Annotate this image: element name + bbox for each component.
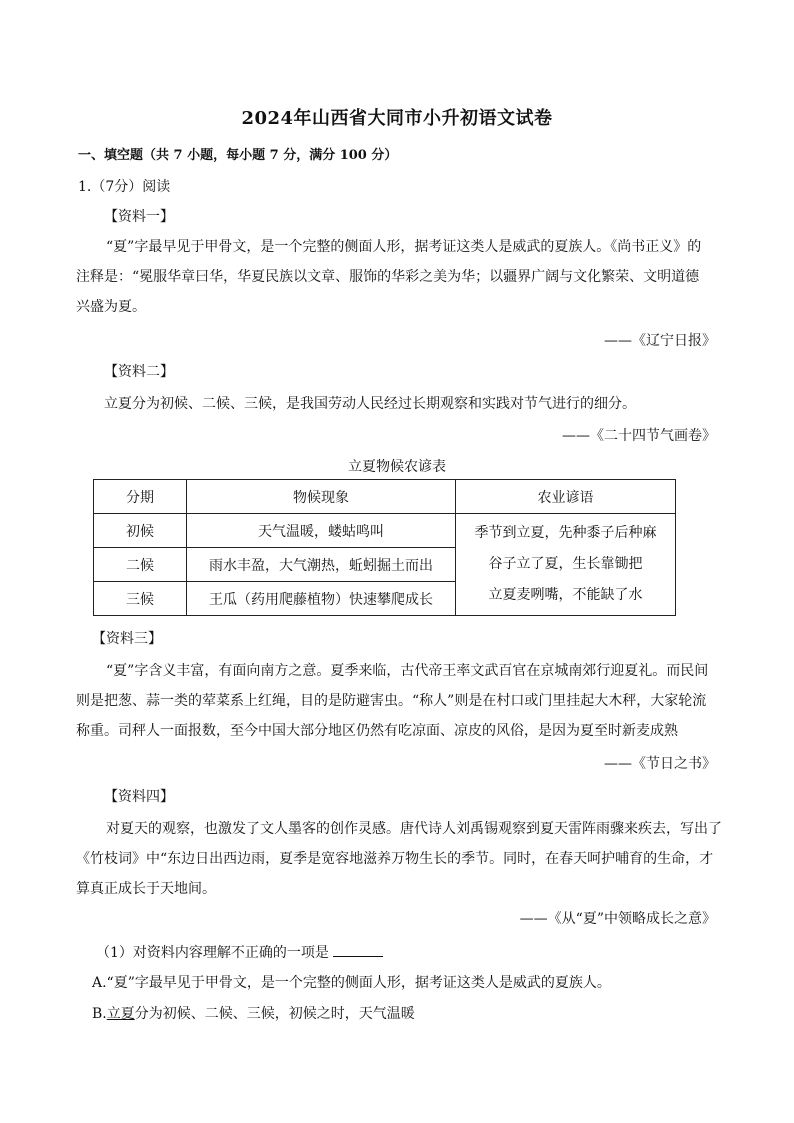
material4-line: 算真正成长于天地间。: [76, 881, 216, 897]
option-a: A.“夏”字最早见于甲骨文，是一个完整的侧面人形，据考证这类人是威武的夏族人。: [92, 975, 611, 991]
table-row: [94, 514, 676, 548]
material1-line: “夏”字最早见于甲骨文，是一个完整的侧面人形，据考证这类人是威武的夏族人。《尚书正义》的: [106, 239, 702, 255]
material2-label: 【资料二】: [104, 364, 174, 380]
material3-text: [76, 656, 722, 746]
material1-line: 注释是：“冕服华章曰华，华夏民族以文章、服饰的华彩之美为华；以疆界广阔与文化繁荣、文明道德: [76, 269, 700, 285]
table-cell: 雨水丰盈，大气潮热，蚯蚓掘土而出: [187, 548, 456, 582]
material4-label: 【资料四】: [104, 789, 174, 805]
question-number: 1.（7分）阅读: [78, 179, 171, 195]
material1-text: [76, 232, 722, 322]
material3-line: 则是把葱、蒜一类的荤菜系上红绳，目的是防避害虫。“称人”则是在村口或门里挂起大木秤，大家轮流: [76, 693, 707, 709]
proverb: 立夏麦咧嘴，不能缺了水: [488, 587, 643, 603]
material4-source: ——《从“夏”中领略成长之意》: [519, 911, 716, 927]
table-cell: 天气温暖，蝼蛄鸣叫: [187, 514, 456, 548]
table-cell: 三候: [94, 582, 187, 616]
answer-blank[interactable]: [333, 944, 383, 957]
page-title: 2024年山西省大同市小升初语文试卷: [241, 108, 553, 129]
material3-line: 称重。司秤人一面报数，至今中国大部分地区仍然有吃凉面、凉皮的风俗，是因为夏至时新麦成熟: [76, 723, 678, 739]
material4-line: 对夏天的观察，也激发了文人墨客的创作灵感。唐代诗人刘禹锡观察到夏天雷阵雨骤来疾去，写出了: [106, 821, 722, 837]
proverb-cell: [456, 514, 676, 616]
sub-question: [96, 942, 383, 962]
table-cell: 初候: [94, 514, 187, 548]
table-caption: 立夏物候农谚表: [348, 459, 446, 475]
material1-label: 【资料一】: [104, 209, 174, 225]
material4-line: 《竹枝词》中“东边日出西边雨，夏季是宽容地滋养万物生长的季节。同时，在春天呵护哺育的生命，才: [76, 851, 714, 867]
option-b: [92, 1003, 415, 1023]
table-header: 分期: [94, 480, 187, 514]
option-b-underlined: 立夏: [106, 1006, 135, 1022]
phenology-table: [93, 479, 676, 616]
table-cell: 二候: [94, 548, 187, 582]
option-b-letter: B.: [92, 1006, 107, 1022]
table-cell: 王瓜（药用爬藤植物）快速攀爬成长: [187, 582, 456, 616]
table-header: 物候现象: [187, 480, 456, 514]
material2-text: 立夏分为初候、二候、三候，是我国劳动人民经过长期观察和实践对节气进行的细分。: [104, 396, 636, 412]
material1-line: 兴盛为夏。: [76, 299, 146, 315]
proverb: 季节到立夏，先种黍子后种麻: [474, 525, 657, 541]
table-header: 农业谚语: [456, 480, 676, 514]
proverb: 谷子立了夏，生长靠锄把: [488, 556, 643, 572]
material2-source: ——《二十四节气画卷》: [562, 428, 716, 444]
material3-source: ——《节日之书》: [604, 756, 716, 772]
option-b-text: 分为初候、二候、三候，初候之时，天气温暖: [134, 1006, 415, 1022]
material3-label: 【资料三】: [92, 631, 162, 647]
section-heading: 一、填空题（共 7 小题，每小题 7 分，满分 100 分）: [78, 148, 398, 163]
table-header-row: [94, 480, 676, 514]
material1-source: ——《辽宁日报》: [604, 333, 716, 349]
sub-question-text: （1）对资料内容理解不正确的一项是: [96, 945, 329, 961]
material4-text: [76, 814, 722, 904]
material3-line: “夏”字含义丰富，有面向南方之意。夏季来临，古代帝王率文武百官在京城南郊行迎夏礼。而民间: [106, 663, 709, 679]
